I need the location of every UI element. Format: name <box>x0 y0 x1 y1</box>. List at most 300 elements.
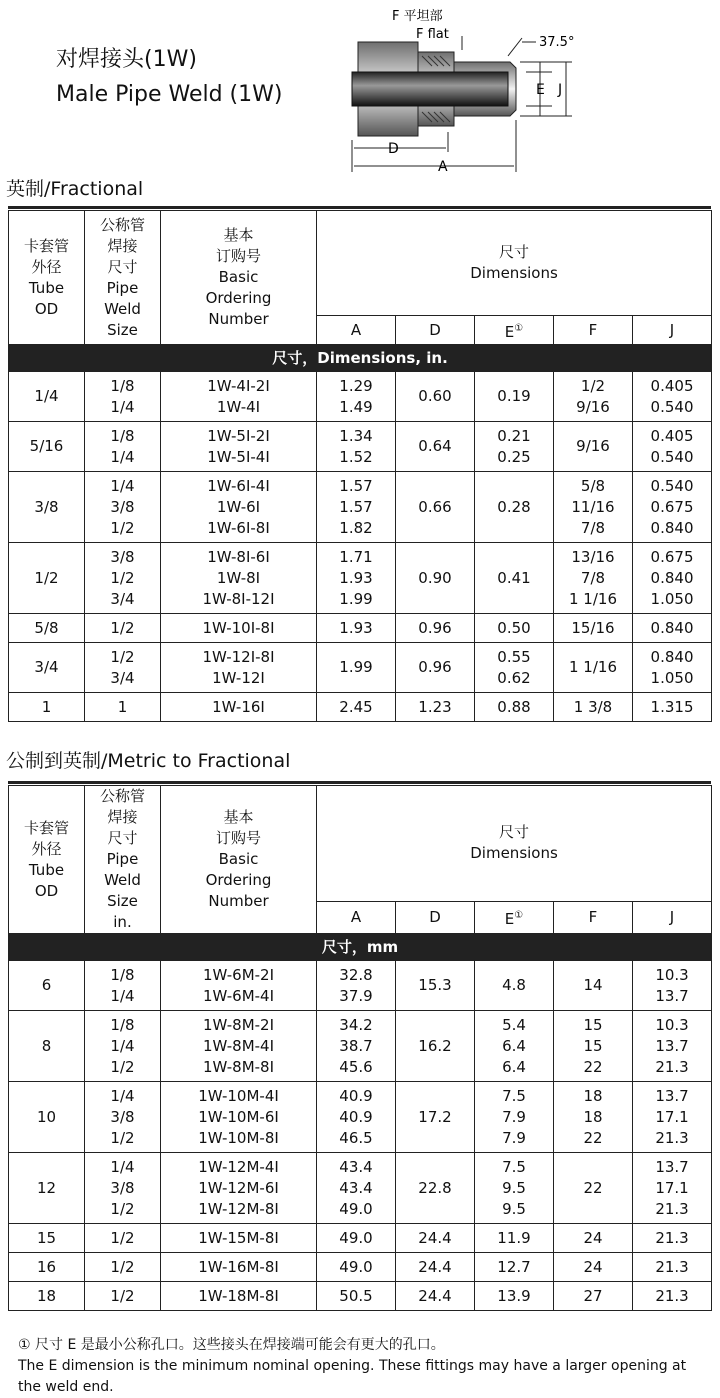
cell-ordering-number <box>161 643 317 693</box>
table-row <box>9 1224 712 1253</box>
cell-f-line: 5/8 <box>580 476 606 495</box>
cell-ordering-number-line: 1W-10M-8I <box>198 1128 279 1147</box>
cell-e <box>475 693 554 722</box>
cell-e <box>475 614 554 643</box>
metric-table <box>8 785 712 1311</box>
header-pipe-weld-size-line: 焊接 <box>107 808 138 826</box>
header-ordering-number-line: Basic <box>218 850 259 868</box>
cell-e-line: 9.5 <box>502 1199 526 1218</box>
cell-f <box>554 1153 633 1224</box>
footnote-en: The E dimension is the minimum nominal opening. These fittings may have a larger opening at the weld end. <box>18 1358 687 1395</box>
cell-tube-od: 18 <box>9 1282 85 1311</box>
cell-f-line: 22 <box>583 1057 603 1076</box>
footnote-mark: ① <box>18 1337 31 1353</box>
table-row <box>9 372 712 422</box>
cell-pipe-size-line: 3/8 <box>110 1178 135 1197</box>
header-col-label: E <box>504 322 515 341</box>
cell-e <box>475 372 554 422</box>
cell-ordering-number-line: 1W-10M-4I <box>198 1086 279 1105</box>
table-row <box>9 643 712 693</box>
cell-j-line: 0.540 <box>650 397 694 416</box>
cell-f-line: 22 <box>583 1128 603 1147</box>
cell-tube-od: 1/4 <box>9 372 85 422</box>
title-chinese: 对焊接头(1W) <box>56 47 197 72</box>
cell-a-line: 45.6 <box>339 1057 373 1076</box>
cell-d: 0.66 <box>396 472 475 543</box>
cell-a-line: 1.93 <box>339 618 373 637</box>
cell-a-line: 49.0 <box>339 1199 373 1218</box>
header-col-e <box>475 901 554 933</box>
cell-pipe-size-line: 1/4 <box>110 397 135 416</box>
cell-a <box>317 472 396 543</box>
cell-a-line: 49.0 <box>339 1228 373 1247</box>
cell-e-line: 4.8 <box>502 976 526 994</box>
cell-pipe-size <box>85 1253 161 1282</box>
units-row: 尺寸，mm <box>9 934 712 961</box>
footnote <box>18 1335 708 1398</box>
cell-tube-od: 16 <box>9 1253 85 1282</box>
header-ordering-number-line: Basic <box>218 268 259 286</box>
cell-e <box>475 422 554 472</box>
cell-f-line: 27 <box>583 1286 603 1305</box>
cell-tube-od: 8 <box>9 1011 85 1082</box>
cell-j-line: 17.1 <box>655 1178 689 1197</box>
cell-j-line: 0.840 <box>650 568 694 587</box>
cell-j-line: 10.3 <box>655 1015 689 1034</box>
cell-pipe-size <box>85 1153 161 1224</box>
cell-ordering-number <box>161 614 317 643</box>
cell-pipe-size <box>85 614 161 643</box>
cell-ordering-number <box>161 372 317 422</box>
cell-f <box>554 422 633 472</box>
cell-e-line: 0.55 <box>497 647 531 666</box>
fractional-table <box>8 210 712 722</box>
header-pipe-weld-size-line: Pipe <box>106 850 139 868</box>
header-ordering-number-line: 基本 <box>223 808 254 826</box>
cell-f <box>554 1011 633 1082</box>
cell-e-line: 7.9 <box>502 1128 526 1147</box>
cell-j-line: 0.540 <box>650 476 694 495</box>
cell-e-line: 0.41 <box>497 568 531 587</box>
cell-d: 0.64 <box>396 422 475 472</box>
cell-a <box>317 643 396 693</box>
table-row <box>9 961 712 1011</box>
header-pipe-weld-size-line: 尺寸 <box>107 829 138 847</box>
cell-pipe-size-line: 1/2 <box>110 568 135 587</box>
cell-tube-od: 1/2 <box>9 543 85 614</box>
cell-f-line: 9/16 <box>576 397 610 416</box>
cell-e <box>475 643 554 693</box>
cell-ordering-number-line: 1W-8M-2I <box>202 1015 275 1034</box>
label-j: J <box>558 82 563 98</box>
cell-a-line: 49.0 <box>339 1257 373 1276</box>
cell-a-line: 1.52 <box>339 447 373 466</box>
cell-f-line: 15 <box>583 1015 603 1034</box>
cell-e <box>475 961 554 1011</box>
cell-pipe-size-line: 1/2 <box>110 618 135 637</box>
cell-pipe-size-line: 3/8 <box>110 497 135 516</box>
header-pipe-weld-size-line: 公称管 <box>99 787 145 805</box>
cell-e-line: 0.28 <box>497 497 531 516</box>
cell-a-line: 50.5 <box>339 1286 373 1305</box>
cell-ordering-number <box>161 1253 317 1282</box>
cell-pipe-size-line: 1/8 <box>110 426 135 445</box>
header-pipe-weld-size <box>85 786 161 934</box>
header-tube-od-line: OD <box>34 881 59 900</box>
cell-e-line: 13.9 <box>497 1286 531 1305</box>
cell-d: 15.3 <box>396 961 475 1011</box>
cell-ordering-number-line: 1W-6I-4I <box>207 476 270 495</box>
cell-pipe-size-line: 1/8 <box>110 376 135 395</box>
header-col-d <box>396 901 475 933</box>
header-col-label: A <box>350 907 362 926</box>
cell-ordering-number <box>161 1224 317 1253</box>
cell-pipe-size-line: 3/8 <box>110 1107 135 1126</box>
cell-pipe-size <box>85 472 161 543</box>
cell-pipe-size-line: 1/2 <box>110 1057 135 1076</box>
cell-j-line: 0.675 <box>650 497 694 516</box>
cell-j <box>633 372 712 422</box>
cell-j-line: 21.3 <box>655 1286 689 1305</box>
label-d: D <box>388 141 399 157</box>
cell-a-line: 38.7 <box>339 1036 373 1055</box>
cell-d: 0.60 <box>396 372 475 422</box>
cell-f-line: 24 <box>583 1228 603 1247</box>
header-col-d <box>396 316 475 345</box>
cell-ordering-number-line: 1W-8M-8I <box>202 1057 275 1076</box>
cell-a <box>317 1253 396 1282</box>
cell-a-line: 2.45 <box>339 697 373 716</box>
cell-f-line: 18 <box>583 1107 603 1126</box>
header-dimensions-line: Dimensions <box>470 264 558 282</box>
cell-j <box>633 961 712 1011</box>
label-f-en: F flat <box>416 27 449 42</box>
cell-ordering-number <box>161 472 317 543</box>
cell-ordering-number <box>161 1282 317 1311</box>
cell-f-line: 1 3/8 <box>573 697 613 716</box>
cell-j <box>633 543 712 614</box>
cell-pipe-size-line: 1/8 <box>110 965 135 984</box>
cell-j-line: 21.3 <box>655 1257 689 1276</box>
cell-e <box>475 1011 554 1082</box>
cell-pipe-size-line: 1/4 <box>110 476 135 495</box>
cell-pipe-size-line: 1/2 <box>110 518 135 537</box>
cell-f <box>554 1082 633 1153</box>
title-english: Male Pipe Weld (1W) <box>56 82 283 107</box>
cell-f <box>554 961 633 1011</box>
cell-a-line: 40.9 <box>339 1086 373 1105</box>
cell-pipe-size-line: 1 <box>117 697 128 716</box>
header-tube-od-line: 卡套管 <box>23 818 69 837</box>
cell-pipe-size-line: 1/2 <box>110 1128 135 1147</box>
cell-ordering-number-line: 1W-15M-8I <box>198 1228 279 1247</box>
header-col-j <box>633 316 712 345</box>
cell-e <box>475 1153 554 1224</box>
cell-e-line: 0.19 <box>497 387 531 405</box>
cell-ordering-number-line: 1W-10I-8I <box>202 618 275 637</box>
cell-tube-od: 5/8 <box>9 614 85 643</box>
cell-tube-od: 15 <box>9 1224 85 1253</box>
footnote-mark: ① <box>514 909 524 921</box>
header-ordering-number-line: Ordering <box>205 289 272 307</box>
header-col-a <box>317 316 396 345</box>
section-fractional-title: 英制/Fractional <box>6 178 144 200</box>
header-col-f <box>554 316 633 345</box>
cell-pipe-size-line: 3/4 <box>110 589 135 608</box>
cell-f-line: 24 <box>583 1257 603 1276</box>
cell-ordering-number <box>161 1011 317 1082</box>
cell-e <box>475 543 554 614</box>
cell-f-line: 9/16 <box>576 437 610 455</box>
cell-f-line: 1/2 <box>580 376 606 395</box>
header-col-e <box>475 316 554 345</box>
cell-pipe-size <box>85 693 161 722</box>
cell-e-line: 5.4 <box>502 1015 526 1034</box>
cell-j-line: 0.840 <box>650 618 694 637</box>
cell-f-line: 7/8 <box>580 518 606 537</box>
cell-j-line: 1.050 <box>650 668 694 687</box>
cell-ordering-number-line: 1W-12M-8I <box>198 1199 279 1218</box>
header-pipe-weld-size-line: 公称管 <box>99 215 145 234</box>
table-row <box>9 1253 712 1282</box>
header-col-label: D <box>429 320 441 339</box>
header-col-a <box>317 901 396 933</box>
header-tube-od-line: 外径 <box>31 839 62 858</box>
cell-pipe-size <box>85 1224 161 1253</box>
cell-ordering-number-line: 1W-6M-4I <box>202 986 275 1005</box>
header-tube-od-line: 卡套管 <box>23 236 69 255</box>
header-col-label: J <box>669 320 675 339</box>
table-row <box>9 1011 712 1082</box>
cell-j-line: 0.405 <box>650 376 694 395</box>
cell-pipe-size-line: 1/4 <box>110 1036 135 1055</box>
cell-j-line: 1.050 <box>650 589 694 608</box>
cell-e-line: 6.4 <box>502 1036 526 1055</box>
table-row <box>9 472 712 543</box>
cell-f-line: 18 <box>583 1086 603 1105</box>
cell-ordering-number-line: 1W-12M-6I <box>198 1178 279 1197</box>
cell-j <box>633 643 712 693</box>
cell-f <box>554 693 633 722</box>
cell-j-line: 17.1 <box>655 1107 689 1126</box>
header-dimensions-line: 尺寸 <box>499 243 530 261</box>
cell-tube-od: 3/8 <box>9 472 85 543</box>
cell-tube-od: 10 <box>9 1082 85 1153</box>
cell-ordering-number-line: 1W-6M-2I <box>202 965 275 984</box>
cell-d: 24.4 <box>396 1253 475 1282</box>
cell-a-line: 1.57 <box>339 497 373 516</box>
cell-d: 24.4 <box>396 1282 475 1311</box>
cell-j-line: 0.405 <box>650 426 694 445</box>
cell-f <box>554 1224 633 1253</box>
header-pipe-weld-size-line: Size <box>107 892 138 910</box>
cell-tube-od: 1 <box>9 693 85 722</box>
cell-f-line: 22 <box>583 1178 603 1197</box>
table-top-rule <box>8 206 711 209</box>
header-col-label: F <box>588 320 598 339</box>
cell-a-line: 1.99 <box>339 658 373 676</box>
cell-j <box>633 1082 712 1153</box>
header-pipe-weld-size <box>85 211 161 345</box>
cell-d: 0.90 <box>396 543 475 614</box>
label-f-cn: F 平坦部 <box>392 9 443 24</box>
cell-pipe-size-line: 1/2 <box>110 1257 135 1276</box>
cell-a-line: 1.71 <box>339 547 373 566</box>
cell-ordering-number-line: 1W-6I <box>216 497 261 516</box>
cell-a <box>317 422 396 472</box>
cell-a <box>317 1082 396 1153</box>
cell-a-line: 1.49 <box>339 397 373 416</box>
header-ordering-number-line: 基本 <box>223 226 254 244</box>
cell-pipe-size <box>85 961 161 1011</box>
cell-e-line: 12.7 <box>497 1257 531 1276</box>
label-e: E <box>536 82 545 98</box>
header-pipe-weld-size-line: Weld <box>104 299 141 318</box>
cell-a-line: 1.99 <box>339 589 373 608</box>
cell-a-line: 1.93 <box>339 568 373 587</box>
cell-j <box>633 693 712 722</box>
footnote-mark: ① <box>514 322 524 334</box>
cell-ordering-number <box>161 543 317 614</box>
cell-pipe-size-line: 1/2 <box>110 1199 135 1218</box>
cell-pipe-size-line: 1/4 <box>110 986 135 1005</box>
cell-j <box>633 1224 712 1253</box>
cell-e-line: 0.88 <box>497 697 531 716</box>
header-dimensions <box>317 211 712 316</box>
cell-a <box>317 372 396 422</box>
table-row <box>9 693 712 722</box>
tube-shape <box>352 72 508 106</box>
cell-e <box>475 1224 554 1253</box>
cell-pipe-size <box>85 1011 161 1082</box>
table-top-rule <box>8 781 711 784</box>
cell-j-line: 21.3 <box>655 1199 689 1218</box>
label-angle: 37.5° <box>539 35 575 50</box>
table-row <box>9 422 712 472</box>
cell-tube-od: 3/4 <box>9 643 85 693</box>
header-pipe-weld-size-line: 尺寸 <box>107 257 138 276</box>
cell-a-line: 1.34 <box>339 426 373 445</box>
header-ordering-number <box>161 211 317 345</box>
header-tube-od-line: Tube <box>28 278 65 297</box>
cell-ordering-number <box>161 961 317 1011</box>
cell-d: 17.2 <box>396 1082 475 1153</box>
cell-ordering-number-line: 1W-12I-8I <box>202 647 275 666</box>
cell-j <box>633 1282 712 1311</box>
cell-j-line: 21.3 <box>655 1228 689 1247</box>
cell-ordering-number-line: 1W-4I-2I <box>207 376 270 395</box>
cell-j-line: 0.540 <box>650 447 694 466</box>
cell-a-line: 43.4 <box>339 1157 373 1176</box>
cell-d: 22.8 <box>396 1153 475 1224</box>
cell-a <box>317 543 396 614</box>
header-ordering-number-line: Ordering <box>205 871 272 889</box>
cell-j <box>633 1153 712 1224</box>
header-pipe-weld-size-line: 焊接 <box>107 236 138 255</box>
cell-tube-od: 5/16 <box>9 422 85 472</box>
cell-e-line: 7.9 <box>502 1107 526 1126</box>
header-col-label: F <box>588 907 598 926</box>
cell-ordering-number-line: 1W-5I-2I <box>207 426 270 445</box>
cell-e-line: 0.62 <box>497 668 531 687</box>
cell-ordering-number-line: 1W-12I <box>212 668 265 687</box>
cell-j-line: 21.3 <box>655 1128 689 1147</box>
cell-e <box>475 1253 554 1282</box>
header-tube-od-line: Tube <box>28 860 65 879</box>
cell-e-line: 6.4 <box>502 1057 526 1076</box>
header-pipe-weld-size-line: in. <box>113 913 132 931</box>
cell-d: 0.96 <box>396 614 475 643</box>
cell-a <box>317 1153 396 1224</box>
header-dimensions <box>317 786 712 902</box>
header-tube-od <box>9 786 85 934</box>
cell-f <box>554 643 633 693</box>
header-pipe-weld-size-line: Weld <box>104 871 141 889</box>
header-pipe-weld-size-line: Pipe <box>106 278 139 297</box>
footnote-cn: 尺寸 E 是最小公称孔口。这些接头在焊接端可能会有更大的孔口。 <box>35 1337 445 1353</box>
cell-d: 24.4 <box>396 1224 475 1253</box>
cell-ordering-number-line: 1W-5I-4I <box>207 447 270 466</box>
cell-j-line: 13.7 <box>655 1036 689 1055</box>
cell-pipe-size-line: 3/4 <box>110 668 135 687</box>
cell-ordering-number-line: 1W-8I <box>216 568 261 587</box>
cell-e-line: 7.5 <box>502 1157 526 1176</box>
cell-j <box>633 422 712 472</box>
cell-e-line: 7.5 <box>502 1086 526 1105</box>
header-pipe-weld-size-line: Size <box>107 320 138 339</box>
cell-a-line: 40.9 <box>339 1107 373 1126</box>
cell-f-line: 15 <box>583 1036 603 1055</box>
cell-e-line: 0.50 <box>497 618 531 637</box>
cell-a-line: 32.8 <box>339 965 373 984</box>
header-col-label: D <box>429 907 441 926</box>
cell-e <box>475 1082 554 1153</box>
cell-ordering-number-line: 1W-18M-8I <box>198 1286 279 1305</box>
table-row <box>9 614 712 643</box>
cell-pipe-size-line: 1/8 <box>110 1015 135 1034</box>
fitting-drawing <box>340 0 720 180</box>
cell-a <box>317 693 396 722</box>
cell-j-line: 13.7 <box>655 986 689 1005</box>
cell-a-line: 1.82 <box>339 518 373 537</box>
cell-a-line: 43.4 <box>339 1178 373 1197</box>
header-tube-od <box>9 211 85 345</box>
table-row <box>9 543 712 614</box>
cell-f <box>554 614 633 643</box>
cell-pipe-size-line: 1/2 <box>110 647 135 666</box>
cell-ordering-number-line: 1W-12M-4I <box>198 1157 279 1176</box>
cell-j-line: 21.3 <box>655 1057 689 1076</box>
cell-f-line: 15/16 <box>571 618 615 637</box>
label-a: A <box>438 159 448 175</box>
cell-j-line: 10.3 <box>655 965 689 984</box>
cell-ordering-number-line: 1W-16I <box>212 697 265 716</box>
cell-ordering-number <box>161 422 317 472</box>
cell-a-line: 34.2 <box>339 1015 373 1034</box>
cell-a-line: 1.57 <box>339 476 373 495</box>
cell-a-line: 1.29 <box>339 376 373 395</box>
units-row: 尺寸，Dimensions, in. <box>9 345 712 372</box>
cell-pipe-size-line: 1/2 <box>110 1228 135 1247</box>
cell-pipe-size-line: 1/4 <box>110 1086 135 1105</box>
cell-j <box>633 1253 712 1282</box>
cell-j <box>633 1011 712 1082</box>
header-ordering-number-line: Number <box>208 310 269 328</box>
table-row <box>9 1153 712 1224</box>
cell-f <box>554 1253 633 1282</box>
cell-j-line: 13.7 <box>655 1086 689 1105</box>
cell-e-line: 0.25 <box>497 447 531 466</box>
